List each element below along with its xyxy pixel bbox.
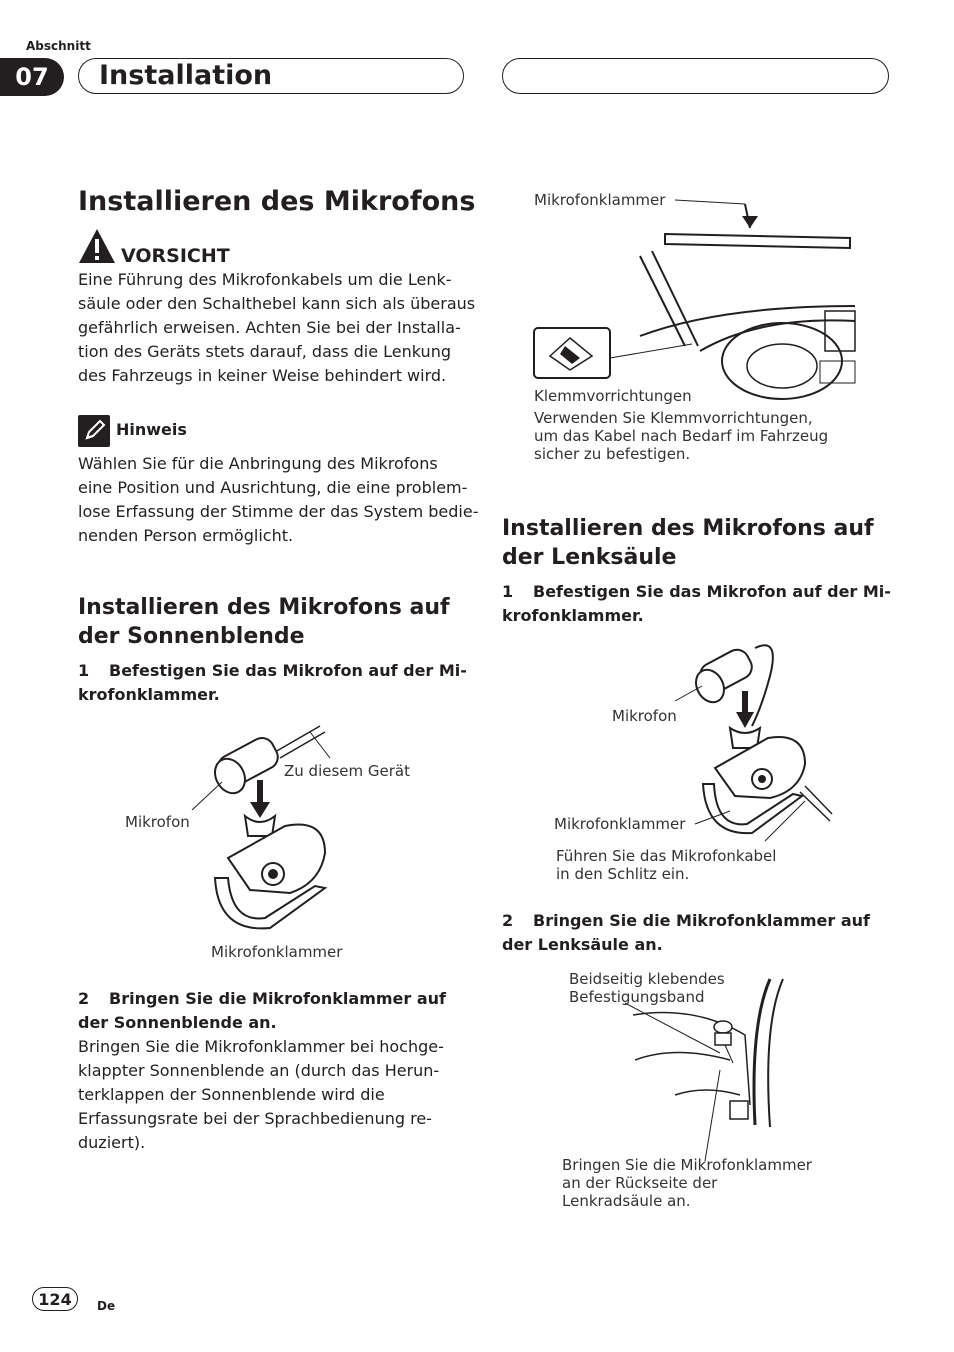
steering-step-2: 2 Bringen Sie die Mikrofonklammer auf der Lenksäule an. — [502, 911, 871, 954]
language-code: De — [97, 1299, 116, 1313]
steering-clip-label: Mikrofonklammer — [554, 815, 686, 833]
page-number: 124 — [32, 1287, 78, 1311]
sunvisor-step-2-text: Bringen Sie die Mikrofonklammer bei hochge- klappter Sonnenblende an (durch das Herun- terklappen der Sonnenblende wird die Erfassungsrate bei der Sprachbedienung re- duziert). — [78, 1037, 444, 1152]
steering-column-figure — [555, 965, 855, 1215]
svg-text:Bringen Sie die Mikrofonklamme: Bringen Sie die Mikrofonklammer — [562, 1156, 812, 1174]
steering-heading: Installieren des Mikrofons auf der Lenksäule — [502, 516, 874, 570]
svg-text:an der Rückseite der: an der Rückseite der — [562, 1174, 718, 1192]
microphone-clip-figure — [110, 718, 430, 970]
section-number: 07 — [0, 58, 64, 96]
caution-label: VORSICHT — [121, 245, 230, 267]
sunvisor-heading: Installieren des Mikrofons auf der Sonnenblende — [78, 595, 450, 649]
microphone-label: Mikrofon — [125, 813, 190, 831]
caution-text: Eine Führung des Mikrofonkabels um die Lenk- säule oder den Schalthebel kann sich als überaus gefährlich erweisen. Achten Sie bei der Installa- tion des Geräts stets darauf, dass die Lenkung des Fahrzeugs in keiner Weise behindert wird. — [78, 270, 476, 385]
steering-clip-figure — [540, 636, 840, 892]
section-title: Installation — [99, 60, 273, 91]
svg-text:in den Schlitz ein.: in den Schlitz ein. — [556, 865, 690, 883]
to-device-label: Zu diesem Gerät — [284, 762, 410, 780]
note-label: Hinweis — [116, 420, 187, 439]
steering-step-1: 1 Befestigen Sie das Mikrofon auf der Mi- krofonklammer. — [502, 582, 891, 625]
page-title: Installieren des Mikrofons — [78, 186, 476, 217]
svg-text:um das Kabel nach Bedarf im Fa: um das Kabel nach Bedarf im Fahrzeug — [534, 427, 829, 445]
sunvisor-figure — [520, 186, 865, 476]
svg-text:Lenkradsäule an.: Lenkradsäule an. — [562, 1192, 691, 1210]
svg-text:Befestigungsband: Befestigungsband — [569, 988, 705, 1006]
section-title-box — [78, 58, 464, 94]
sunvisor-step-1: 1 Befestigen Sie das Mikrofon auf der Mi- krofonklammer. — [78, 661, 467, 704]
header-empty-box — [502, 58, 889, 94]
sunvisor-step-2: 2 Bringen Sie die Mikrofonklammer auf der Sonnenblende an. — [78, 989, 447, 1032]
note-text: Wählen Sie für die Anbringung des Mikrofons eine Position und Ausrichtung, die eine problem- lose Erfassung der Stimme der das System bedie- nenden Person ermöglicht. — [78, 454, 479, 545]
svg-text:Führen Sie das Mikrofonkabel: Führen Sie das Mikrofonkabel — [556, 847, 777, 865]
clip-label: Mikrofonklammer — [211, 943, 343, 961]
svg-text:Beidseitig klebendes: Beidseitig klebendes — [569, 970, 725, 988]
visor-clip-label: Mikrofonklammer — [534, 191, 666, 209]
section-label: Abschnitt — [26, 39, 91, 53]
pencil-icon — [78, 415, 110, 447]
svg-text:Verwenden Sie Klemmvorrichtung: Verwenden Sie Klemmvorrichtungen, — [534, 409, 813, 427]
steering-microphone-label: Mikrofon — [612, 707, 677, 725]
clamps-label: Klemmvorrichtungen — [534, 387, 692, 405]
svg-text:sicher zu befestigen.: sicher zu befestigen. — [534, 445, 691, 463]
warning-icon — [78, 228, 116, 264]
